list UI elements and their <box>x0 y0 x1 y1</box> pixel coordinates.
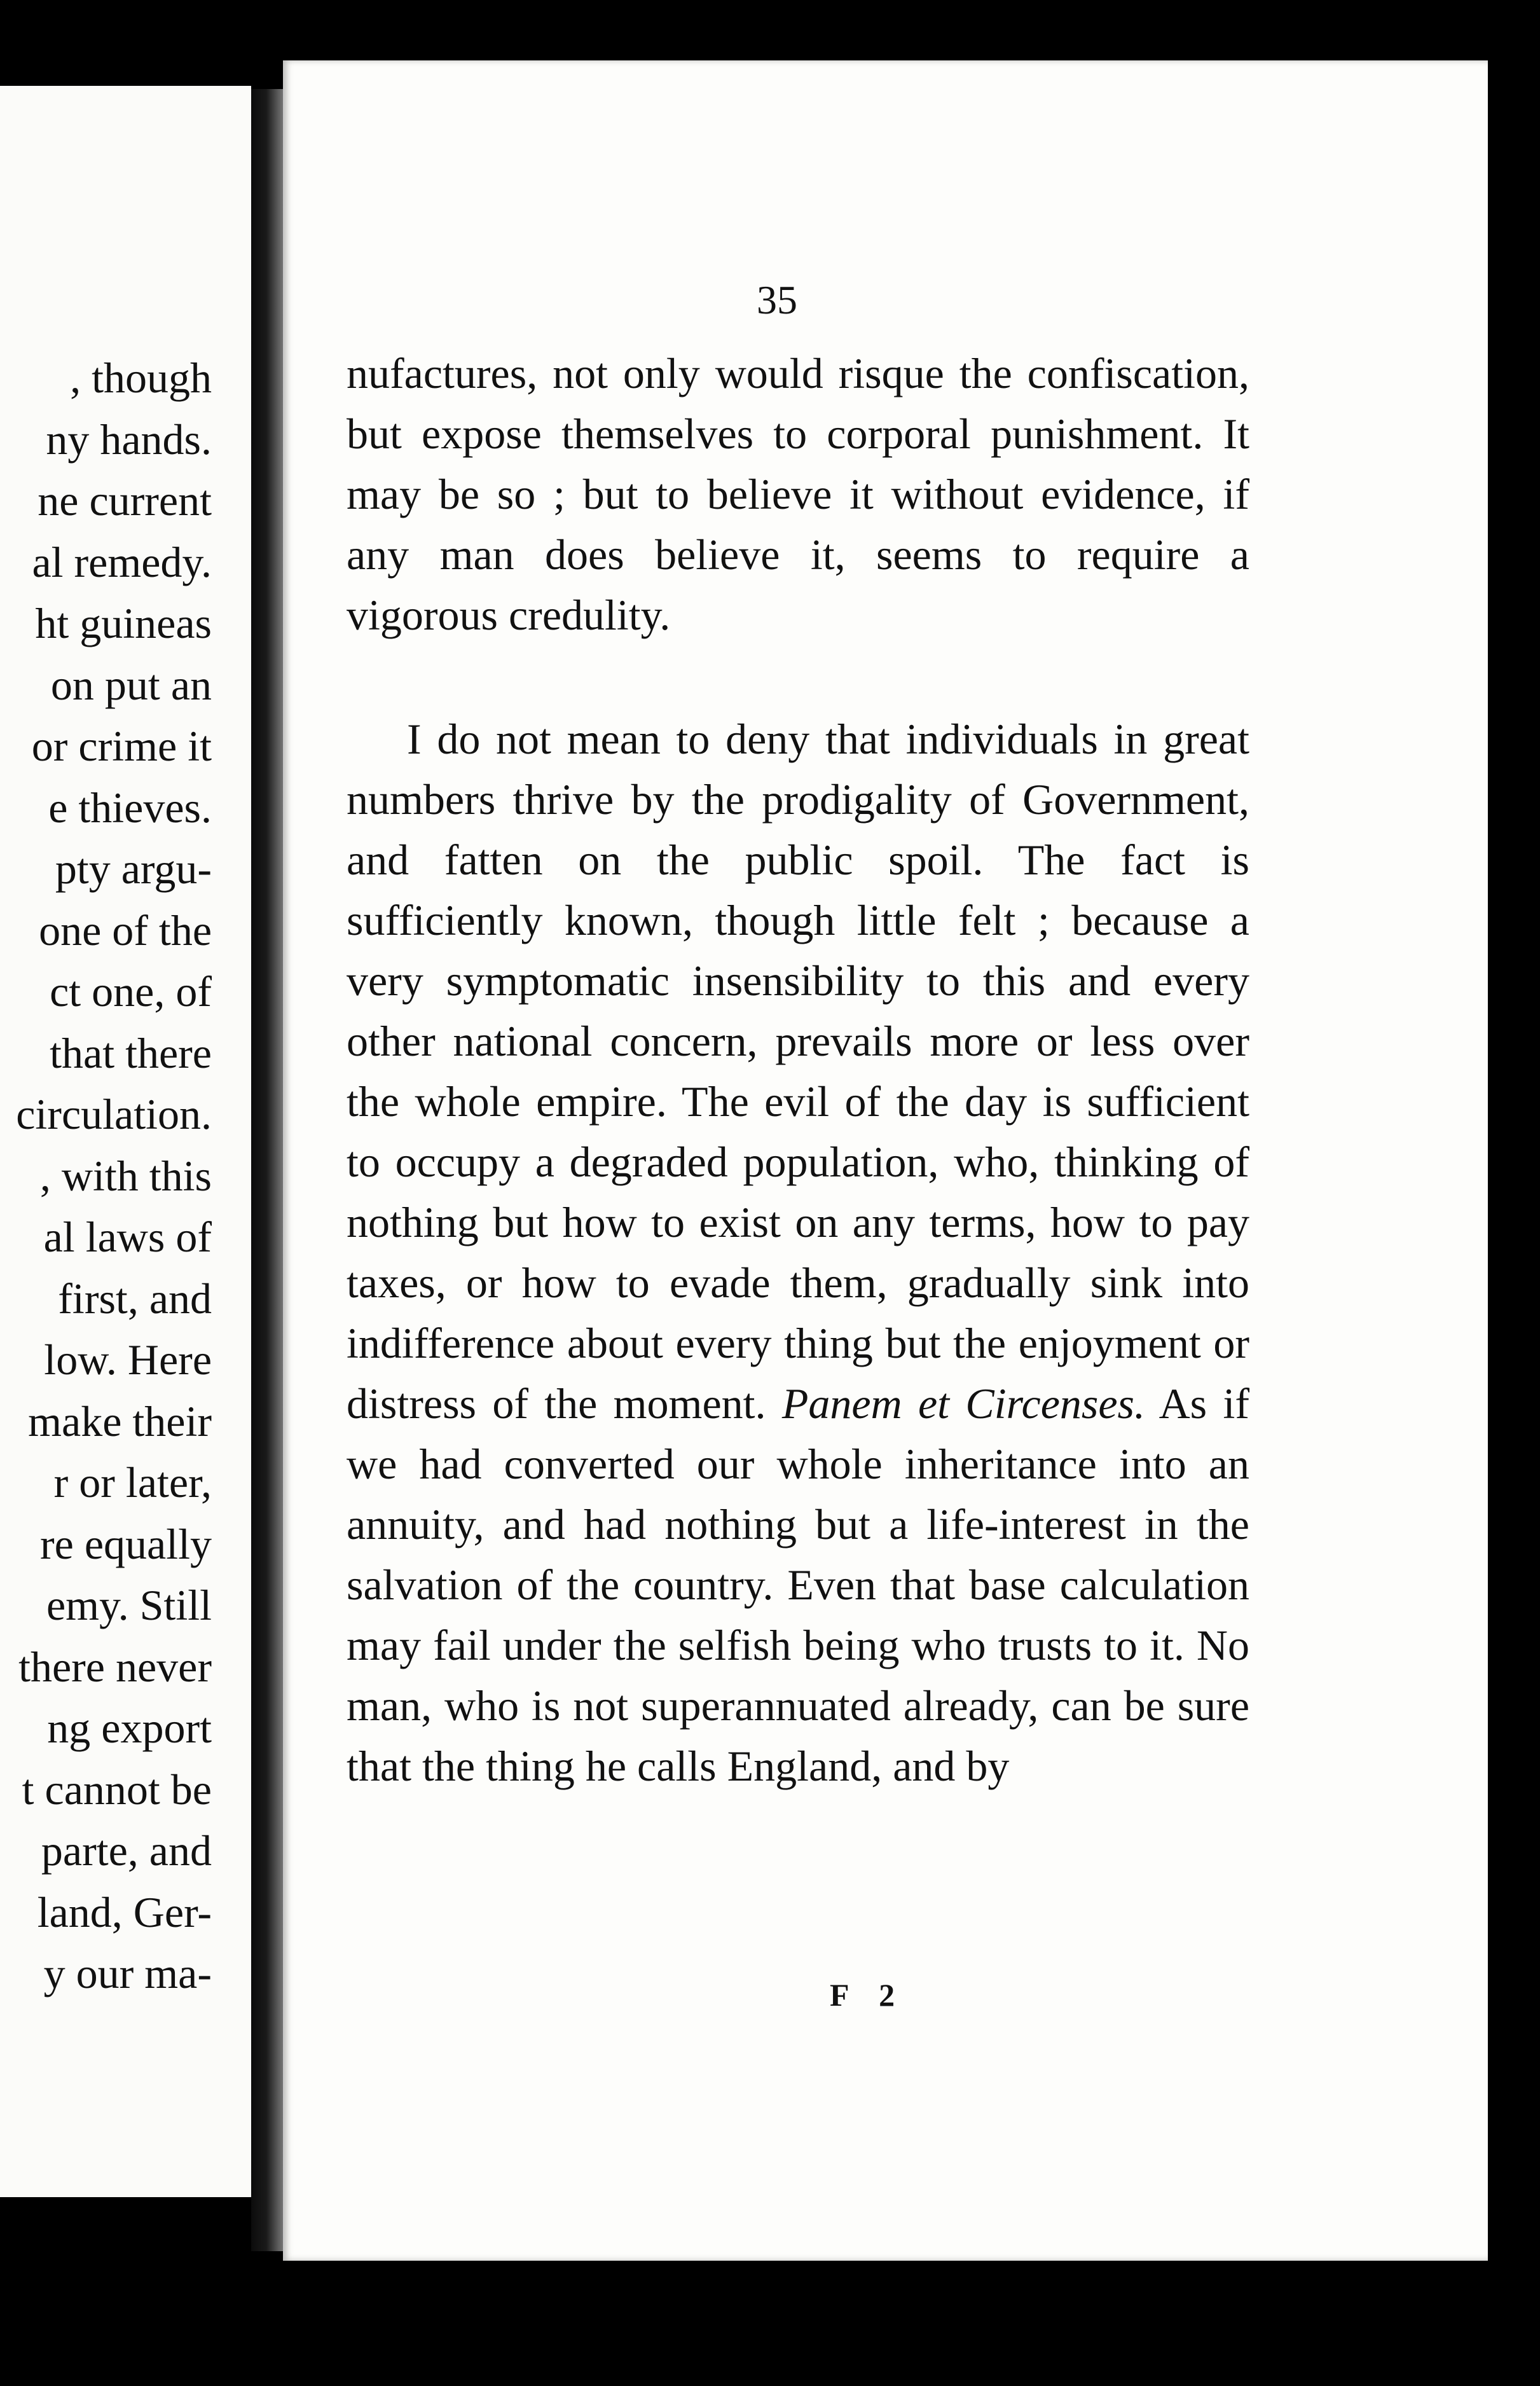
left-page-line: ny hands. <box>46 415 212 464</box>
left-page-line: emy. Still <box>46 1581 212 1629</box>
paragraph-2-part-a: I do not mean to deny that individuals in great numbers thrive by the prodigality of Government, and fatten on the public spoil. The fact is sufficiently known, though little felt ; because a very symptomatic insensibility to this and every other national concern, prevails more or less over the whole empire. The evil of the day is sufficient to occupy a degraded population, who, thinking of nothing but how to exist on any terms, how to pay taxes, or how to evade them, gradually sink into indifference about every thing but the enjoyment or distress of the moment. <box>347 715 1249 1428</box>
left-page-line: r or later, <box>53 1458 212 1507</box>
left-page <box>0 86 251 2197</box>
left-page-line: on put an <box>50 660 212 709</box>
left-page-line: that there <box>50 1028 212 1077</box>
page-number: 35 <box>757 277 797 322</box>
left-page-line: t cannot be <box>22 1765 212 1814</box>
left-page-line: land, Ger- <box>37 1887 212 1936</box>
paragraph-2-part-b: As if we had converted our whole inheritance into an annuity, and had nothing but a life-interest in the salvation of the country. Even that base calculation may fail under the selfish being who trusts to it. No man, who is not superannuated already, can be sure that the thing he calls England, and by <box>347 1379 1249 1790</box>
paragraph-2-latin-phrase: Panem et Circenses. <box>781 1379 1146 1428</box>
left-page-line: al remedy. <box>32 537 212 586</box>
left-page-line: al laws of <box>43 1213 212 1261</box>
paragraph-2 <box>347 709 1249 1796</box>
left-page-line: first, and <box>58 1274 212 1323</box>
left-page-line: ng export <box>47 1704 212 1752</box>
left-page-line: pty argu- <box>55 845 212 893</box>
left-page-line: e thieves. <box>48 783 212 832</box>
left-page-line: one of the <box>39 906 212 955</box>
left-page-line: , with this <box>39 1151 212 1200</box>
left-page-line: or crime it <box>31 722 212 770</box>
signature-mark: F 2 <box>830 1977 907 2013</box>
left-page-line: ht guineas <box>35 599 212 647</box>
left-page-line: low. Here <box>44 1335 212 1384</box>
left-page-line: there never <box>18 1642 212 1691</box>
page-body-text <box>347 343 1249 1796</box>
left-page-line: parte, and <box>41 1826 212 1875</box>
left-page-line: ct one, of <box>50 967 212 1016</box>
left-page-line: ne current <box>38 476 212 525</box>
left-page-line: y our ma- <box>43 1949 212 1997</box>
paragraph-1: nufactures, not only would risque the confiscation, but expose themselves to corporal punishment. It may be so ; but to believe it without evidence, if any man does believe it, seems to require a vigorous credulity. <box>347 349 1249 639</box>
left-page-line: make their <box>28 1396 212 1445</box>
left-page-line: circulation. <box>16 1090 212 1138</box>
left-page-line: , though <box>70 354 212 402</box>
left-page-line: re equally <box>40 1519 212 1568</box>
